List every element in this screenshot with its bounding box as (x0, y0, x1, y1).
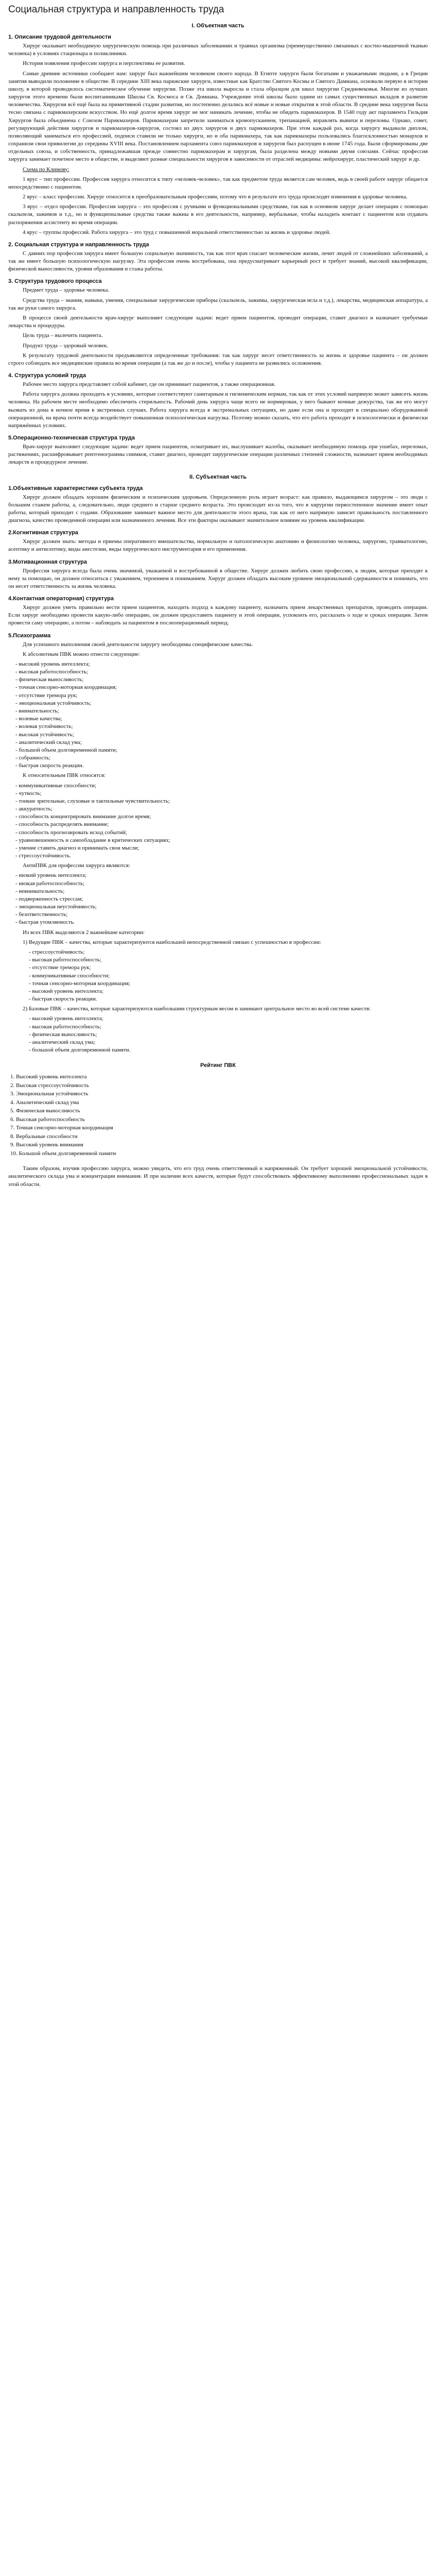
list-item: - отсутствие тремора рук; (15, 692, 78, 699)
list-intro-absolute: К абсолютным ПВК можно отнести следующие: (23, 651, 140, 657)
list-item: - быстрая скорость реакции. (29, 996, 97, 1003)
list-item: - коммуникативные способности; (29, 972, 110, 979)
paragraph: Самые древние источники сообщают нам: хирург был важнейшим человеком своего народа. В Египте хирурги были богатыми и уважаемыми людьми, а в Греции занятия выводили положение в обществе. В середине XIII века парижские хирурги, известные как Братство Святого Космы и Святого Дамиана, основали первую в истории школу, в которой проводилось систематическое обучение хирургии. Позже эта школа выросла и стала образцом для школ хирургии Средневековья. Многие из лучших хирургов этого времени были воспитанниками Школы Св. Космоса и Св. Домиана. Учреждение этой школы было одним из самых существенных вкладов в развитие человечества. Хирургия всё ещё была на примитивной стадии развития, но постепенно делались всё новые и новые открытия в этой области. В средние века хирургия была тесно связана с парикмахерским искусством. Но ещё долгое время хирург не мог начинать лечение, чтобы не обидеть парикмахеров. В 1540 году акт парламента Гильдия Хирургов была объединена с Союзом Парикмахеров. Парикмахерам запретили заниматься кровопусканием, трепанацией, вправлять вывихи и переломы. Однако, совет, регулирующий действия хирургов и парикмахеров-хирургов, состоял из двух хирургов и двух парикмахеров. При этом каждый раз, когда хирургу выдавали диплом, позволяющий заниматься его профессией, подписи ставили не только хирурги, но и оба парикмахера, так как парикмахеры пользовались благосклонностью монархов и сохранили свои привилегии до середины XVIII века. Постановлением парламента союз парикмахеров и хирургов был распущен в июне 1745 года. Были сформированы две отдельных союза, и собственность, принадлежавшая прежде совместно парикмахерам и хирургам, была разделена между новыми двумя союзами. Сейчас профессия хирурга занимает почетное место в обществе, и выделяют разные специальности хирургов в зависимости от отраслей медицины: нейрохирург, пластический хирург и др. (8, 70, 428, 163)
list-item: - умение ставить диагноз и принимать свои мысли; (15, 844, 139, 851)
paragraph: Цель труда – вылечить пациента. (23, 332, 103, 339)
list-item: 3. Эмоциональная устойчивость (10, 1091, 89, 1097)
list-intro-leading: 1) Ведущие ПВК – качества, которые характеризуются наибольшей непосредственной связью с успешностью в профессии: (23, 939, 321, 945)
section-heading: 4. Структура условий труда (8, 372, 86, 379)
list-item: - эмоциональная неустойчивость; (15, 904, 97, 910)
section-heading: 5.Психограмма (8, 632, 51, 639)
list-intro-relative: К относительным ПВК относятся: (23, 772, 106, 779)
section-heading: 1.Объективные характеристики субъекта труда (8, 485, 143, 492)
page-title: Социальная структура и направленность труда (8, 4, 224, 15)
scheme-item: 2 ярус – класс профессии. Хирург относится к преобразовательным профессиям, потому что в результате его труда происходят изменения в здоровье человека. (23, 194, 408, 200)
rating-list (8, 1073, 428, 1158)
rating-heading: Рейтинг ПВК (200, 1062, 236, 1069)
paragraph: Профессия хирурга всегда была очень значимой, уважаемой и востребованной в обществе. Хирург должен любить свою профессию, к людям, которые приходят к нему за помощью, он должен относиться с уважением, терпением и пониманием. Хирург должен обладать высоким уровнем эмоциональной сдержанности и понимать, что он несет ответственность за жизнь человека. (8, 567, 428, 589)
list-item: - безответственность; (15, 911, 68, 918)
list-item: - точная сенсорно-моторная координация; (15, 684, 117, 691)
paragraph: Рабочее место хирурга представляет собой кабинет, где он принимает пациентов, а также операционная. (23, 381, 276, 388)
list-item: - волевые качества; (15, 716, 62, 722)
paragraph: Врач-хирург выполняет следующие задачи: ведет прием пациентов, осматривает их, выслушивает жалобы, оказывает необходимую помощь при ушибах, переломах, растяжениях, расшифровывает рентгенограммы снимков, ставит диагноз, проводит хирургические операции различных степеней сложности, назначает прием необходимых лекарств и процедурное лечение. (8, 444, 428, 466)
list-item: - эмоциональная устойчивость; (15, 700, 92, 706)
list-item: 5. Физическая выносливость (10, 1108, 80, 1114)
paragraph: С давних пор профессия хирурга имеет большую социальную значимость, так как этот врач спасает человеческие жизни, лечит людей от сложнейших заболеваний, а так же имеет большую психологическую нагрузку. Эта профессия очень востребована, она предусматривает карьерный рост и требует знаний, высокой квалификации, физической выносливости, уровня образования и стажа работы. (8, 250, 428, 273)
list-item: 7. Точная сенсорно-моторная координация (10, 1125, 113, 1131)
list-item: - аккуратность; (15, 806, 53, 812)
anti-pvk-list (8, 872, 428, 926)
section-heading: 1. Описание трудовой деятельности (8, 34, 112, 40)
section-heading: 2. Социальная структура и направленность труда (8, 241, 149, 248)
list-item: - собранность; (15, 755, 51, 761)
section-heading: 3. Структура трудового процесса (8, 278, 102, 285)
list-intro-base: 2) Базовые ПВК – качества, которые характеризуются наибольшим структурным весом и занимают центральное место во всей системе качеств: (23, 1006, 371, 1012)
list-intro-anti: АнтиПВК для профессии хирурга являются: (23, 862, 130, 869)
list-item: - стрессоустойчивость. (15, 853, 71, 859)
list-item: - физическая выносливость; (15, 676, 84, 683)
list-item: - высокая работоспособность; (29, 957, 101, 963)
list-item: - стрессоустойчивость; (29, 948, 85, 955)
scheme-item: 1 ярус – тип профессии. Профессия хирурга относится к типу «человек-человек», так как предметом труда является сам человек, ведь в своей работе хирург общается непосредственно с пациентом. (8, 176, 428, 190)
list-item: - способность прогнозировать исход событий; (15, 829, 127, 836)
conclusion-paragraph: Таким образом, изучив профессию хирурга, можно увидеть, что его труд очень ответственный и напряженный. Он требует хорошей эмоциональной устойчивости, аналитического склада ума и концентрации внимания. И при наличии всех качеств, которые будут способствовать эффективному выполнению профессиональных задач в этой области. (8, 1165, 428, 1188)
list-item: 8. Вербальные способности (10, 1133, 78, 1140)
section-heading: 4.Контактная операторная) структура (8, 596, 114, 602)
paragraph: Хирург должен знать: методы и приемы оперативного вмешательства, нормальную и патологическую анатомию и физиологию человека, хирургию, травматологию, асептику и антисептику, виды анестезии, виды хирургического инструментария и его применения. (8, 538, 428, 553)
leading-pvk-list (8, 948, 428, 1003)
paragraph: Средства труда – знания, навыки, умения, специальные хирургические приборы (скальпель, зажимы, хирургическая игла и т.д.), лекарства, медицинская аппаратура, а так же руки самого хирурга. (8, 297, 428, 311)
list-item: - низкая работоспособность; (15, 880, 85, 887)
list-item: - способность распределять внимание; (15, 821, 109, 828)
relative-pvk-list (8, 782, 428, 860)
list-item: - точная сенсорно-моторная координация; (29, 980, 130, 987)
absolute-pvk-list (8, 660, 428, 770)
list-item: - коммуникативные способности; (15, 782, 97, 789)
list-item: - волевая устойчивость; (15, 723, 73, 730)
list-item: 9. Высокий уровень внимания (10, 1142, 83, 1148)
paragraph: Хирург должен обладать хорошим физическим и психическим здоровьем. Определенную роль играет возраст: как правило, выдающимся хирургом – это люди с большим стажем работы, а, следовательно, люди среднего и старше среднего возраста. Это происходит из-за того, что в хирургии первостепенное значение имеет опыт работы, который приходит с годами. Образование занимает важное место для деятельности этого врача, так как от него напрямую зависит правильность поставленного диагноза, качество проведенной операции или назначенного лечения. Все эти факторы оказывают значительное влияние на уровень квалификации. (8, 494, 428, 524)
list-item: - высокий уровень интеллекта; (15, 660, 90, 667)
section-heading: 5.Операционно-техническая структура труда (8, 435, 135, 442)
base-pvk-list (8, 1015, 428, 1054)
paragraph: История появления профессии хирурга и перспективы ее развития. (23, 60, 185, 67)
list-item: - высокая работоспособность; (15, 669, 88, 675)
list-item: - чуткость; (15, 790, 42, 796)
list-item: - аналитический склад ума; (29, 1039, 95, 1045)
list-item: 1. Высокий уровень интеллекта (10, 1074, 87, 1080)
list-item: - большой объем долговременной памяти; (15, 747, 117, 753)
scheme-item: 3 ярус – отдел профессии. Профессия хирурга – это профессия с ручными и функциональными средствами, так как в основном хирург делает операции с помощью скальпеля, зажимов и т.д., но и функциональные средства также важны в его деятельности, например, вербальные, чтобы наладить контакт с пациентом или отдавать распоряжения ассистенту во время операции. (8, 204, 428, 226)
paragraph: Из всех ПВК выделяются 2 важнейшие категории: (23, 929, 145, 936)
list-item: - высокая работоспособность; (29, 1023, 101, 1030)
paragraph: Продукт труда – здоровый человек. (23, 342, 109, 349)
document (0, 0, 436, 1203)
part-heading-objective: I. Объектная часть (191, 23, 245, 29)
paragraph: Хирург должен уметь правильно вести прием пациентов, находить подход к каждому пациенту, назначить прием лекарственных препаратов, проводить операции. Если хирург необходимо провести какую-либо операцию, он должен предоставить пациенту и этой операции, успокоить его, рассказать о ходе и сроках операции. Затем провести саму операцию, а потом – наблюдать за пациентом в послеоперационный период. (8, 604, 428, 626)
paragraph: Хирург оказывает необходимую хирургическую помощь при различных заболеваниях и травмах организма (преимущественно связанных с костно-мышечной тканью человека) в условиях стационара и поликлиники. (8, 43, 428, 57)
paragraph: Предмет труда – здоровье человека. (23, 287, 110, 294)
list-item: - отсутствие тремора рук; (29, 964, 91, 971)
list-item: - способность концентрировать внимание долгое время; (15, 814, 151, 820)
part-heading-subjective: II. Субъектная часть (189, 473, 247, 480)
paragraph: Для успешного выполнения своей деятельности хирургу необходимы специфические качества. (23, 641, 253, 648)
list-item: - низкий уровень интеллекта; (15, 872, 86, 879)
list-item: - быстрая скорость реакции. (15, 762, 84, 769)
list-item: - аналитический склад ума; (15, 739, 82, 745)
list-item: - высокая устойчивость; (15, 731, 74, 738)
list-item: - высокий уровень интеллекта; (29, 988, 103, 994)
paragraph: В процессе своей деятельности врач-хирург выполняет следующие задачи: ведет прием пациентов, проводит операции, ставит диагноз и назначает требуемые лекарства и процедуры. (8, 314, 428, 329)
list-item: - быстрая утомляемость. (15, 919, 75, 926)
list-item: 6. Высокая работоспособность (10, 1116, 85, 1123)
list-item: - уравновешенность и самообладание в критических ситуациях; (15, 837, 170, 843)
list-item: - подверженность стрессам; (15, 895, 83, 902)
paragraph: Работа хирурга должна проходить в условиях, которые соответствуют санитарным и гигиеническим нормам, так как от этих условий напрямую может зависеть жизнь человека. На рабочем месте необходимо обеспечить стерильность. Рабочий день хирурга чаще всего не нормирован, у него бывают ночные дежурства, так же его могут вызвать из дома в ночное время в экстренных случаях. Работа хирурга всегда в экстремальных ситуациях, но даже если она и проходит в специально оборудованной операционной, на врача почти всегда воздействует повышенная психологическая нагрузка. Поэтому можно сказать, что его работа проходит в психологически и физически напряжённых условиях. (8, 391, 428, 429)
list-item: - внимательность; (15, 708, 59, 714)
scheme-item: 4 ярус – группы профессий. Работа хирурга – это труд с повышенной моральной ответственностью за жизнь и здоровье людей. (23, 229, 331, 235)
section-heading: 3.Мотивационная структура (8, 558, 87, 565)
list-item: - большой объем долговременной памяти. (29, 1047, 131, 1054)
list-item: 4. Аналитический склад ума (10, 1099, 79, 1106)
list-item: - высокий уровень интеллекта; (29, 1015, 103, 1022)
list-item: - физическая выносливость; (29, 1031, 97, 1038)
section-heading: 2.Когнитивная структура (8, 530, 78, 536)
paragraph: К результату трудовой деятельности предъявляются определенные требования: так как хирург несет ответственность за жизнь и здоровье пациента – он должен строго соблюдать все медицинские правила во время операции (а так же до и после), чтобы у пациента не развились осложнения. (8, 352, 428, 366)
scheme-label: Схема по Климову: (23, 166, 69, 173)
list-item: - невнимательность; (15, 888, 65, 894)
list-item: 2. Высокая стрессоустойчивость (10, 1082, 89, 1089)
list-item: 10. Большой объем долговременной памяти (10, 1150, 116, 1157)
list-item: - тонкие зрительные, слуховые и тактильные чувствительность; (15, 798, 170, 804)
